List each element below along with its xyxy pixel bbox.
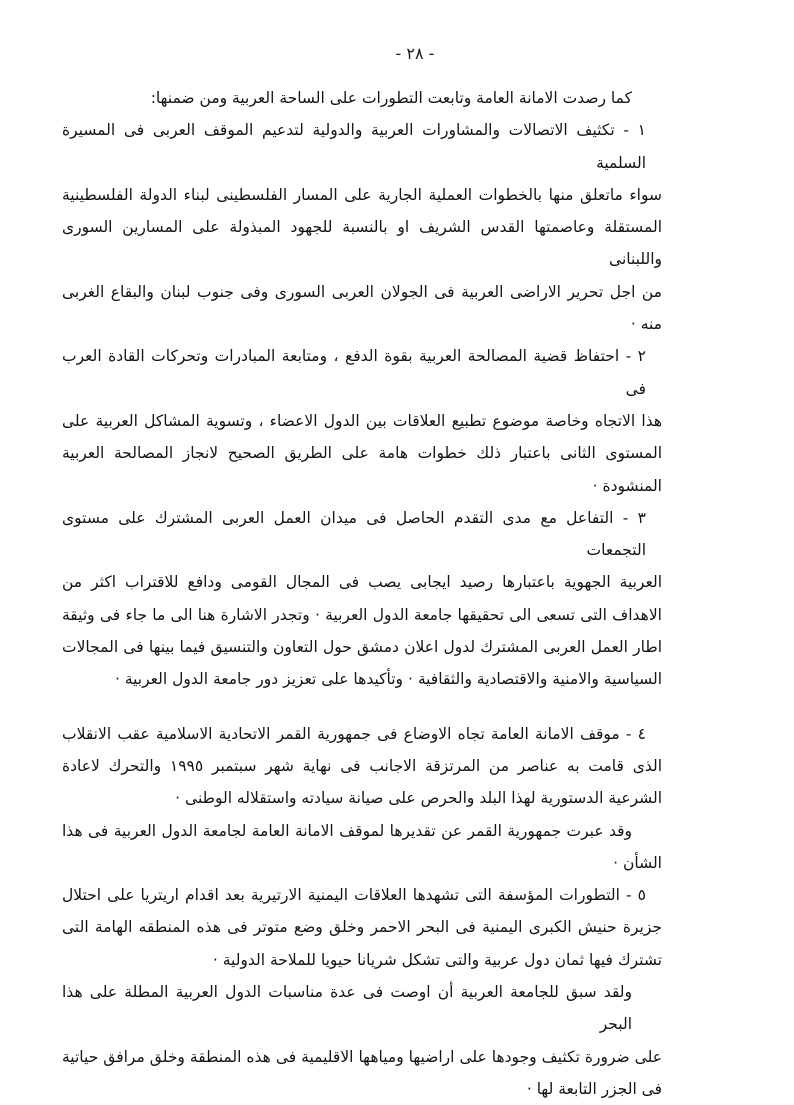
- intro-paragraph: [62, 82, 662, 114]
- text-line: ٥ - التطورات المؤسفة التى تشهدها العلاقات اليمنية الارتيرية بعد اقدام اريتريا على احتلال: [62, 886, 646, 905]
- text-line: وقد عبرت جمهورية القمر عن تقديرها لموقف الامانة العامة لجامعة الدول العربية فى هذا: [62, 821, 632, 840]
- text-line: الشرعية الدستورية لهذا البلد والحرص على صيانة سيادته واستقلاله الوطنى ·: [175, 789, 662, 808]
- text-line: السياسية والامنية والاقتصادية والثقافية · وتأكيدها على تعزيز دور جامعة الدول العربية ·: [114, 670, 662, 689]
- paragraph-item-3: [62, 502, 662, 696]
- text-line: ٢ - احتفاظ قضية المصالحة العربية بقوة الدفع ، ومتابعة المبادرات وتحركات القادة العرب فى: [62, 347, 646, 398]
- paragraph-comoros-note: [62, 815, 662, 880]
- text-line: ولقد سبق للجامعة العربية أن اوصت فى عدة مناسبات الدول العربية المطلة على هذا البحر: [62, 983, 632, 1034]
- text-line: ٤ - موقف الامانة العامة تجاه الاوضاع فى جمهورية القمر الاتحادية الاسلامية عقب الانقلاب: [62, 724, 646, 743]
- intro-line: كما رصدت الامانة العامة وتابعت التطورات على الساحة العربية ومن ضمنها:: [150, 89, 632, 107]
- text-line: المستقلة وعاصمتها القدس الشريف او بالنسبة للجهود المبذولة على المسارين السورى واللبنانى: [62, 218, 662, 269]
- text-line: الشأن ·: [613, 853, 662, 872]
- text-line: المنشودة ·: [592, 476, 662, 495]
- text-line: ٣ - التفاعل مع مدى التقدم الحاصل فى ميدان العمل العربى المشترك على مستوى التجمعات: [62, 508, 646, 560]
- text-line: تشترك فيها ثمان دول عربية والتى تشكل شريانا حيويا للملاحة الدولية ·: [212, 950, 662, 969]
- text-line: من اجل تحرير الاراضى العربية فى الجولان العربى السورى وفى جنوب لبنان والبقاع الغربى: [62, 282, 662, 301]
- document-body: [62, 82, 662, 1105]
- text-line: اطار العمل العربى المشترك لدول اعلان دمشق حول التعاون والتنسيق فيما بينها فى المجالات: [62, 638, 662, 657]
- text-line: ١ - تكثيف الاتصالات والمشاورات العربية والدولية لتدعيم الموقف العربى فى المسيرة السلمية: [62, 121, 646, 172]
- text-line: جزيرة حنيش الكبرى اليمنية فى البحر الاحمر وخلق وضع متوتر فى هذه المنطقه الهامة التى: [62, 918, 662, 937]
- text-line: فى الجزر التابعة لها ·: [526, 1079, 662, 1098]
- text-line: المستوى الثانى باعتبار ذلك خطوات هامة على الطريق الصحيح لانجاز المصالحة العربية: [62, 444, 662, 463]
- text-line: الذى قامت به عناصر من المرتزقة الاجانب فى نهاية شهر سبتمبر ١٩٩٥ والتحرك لاعادة: [62, 756, 662, 775]
- text-line: هذا الاتجاه وخاصة موضوع تطبيع العلاقات بين الدول الاعضاء ، وتسوية المشاكل العربية على: [62, 411, 662, 430]
- paragraph-item-4: [62, 718, 662, 815]
- text-line: سواء ماتعلق منها بالخطوات العملية الجارية على المسار الفلسطينى لبناء الدولة الفلسطينية: [62, 185, 662, 204]
- text-line: الاهداف التى تسعى الى تحقيقها جامعة الدول العربية · وتجدر الاشارة هنا الى ما جاء فى وثيقة: [62, 605, 662, 624]
- paragraph-item-1: [62, 114, 662, 340]
- text-line: منه ·: [630, 315, 662, 334]
- text-line: على ضرورة تكثيف وجودها على اراضيها ومياهها الاقليمية فى هذه المنطقة وخلق مرافق حياتية: [62, 1047, 662, 1066]
- text-line: العربية الجهوية باعتبارها رصيد ايجابى يصب فى المجال القومى ودافع للاقتراب اكثر من: [62, 573, 662, 592]
- paragraph-item-5: [62, 879, 662, 976]
- page-number: - ٢٨ -: [395, 44, 435, 63]
- paragraph-league-note: [62, 976, 662, 1105]
- paragraph-item-2: [62, 340, 662, 501]
